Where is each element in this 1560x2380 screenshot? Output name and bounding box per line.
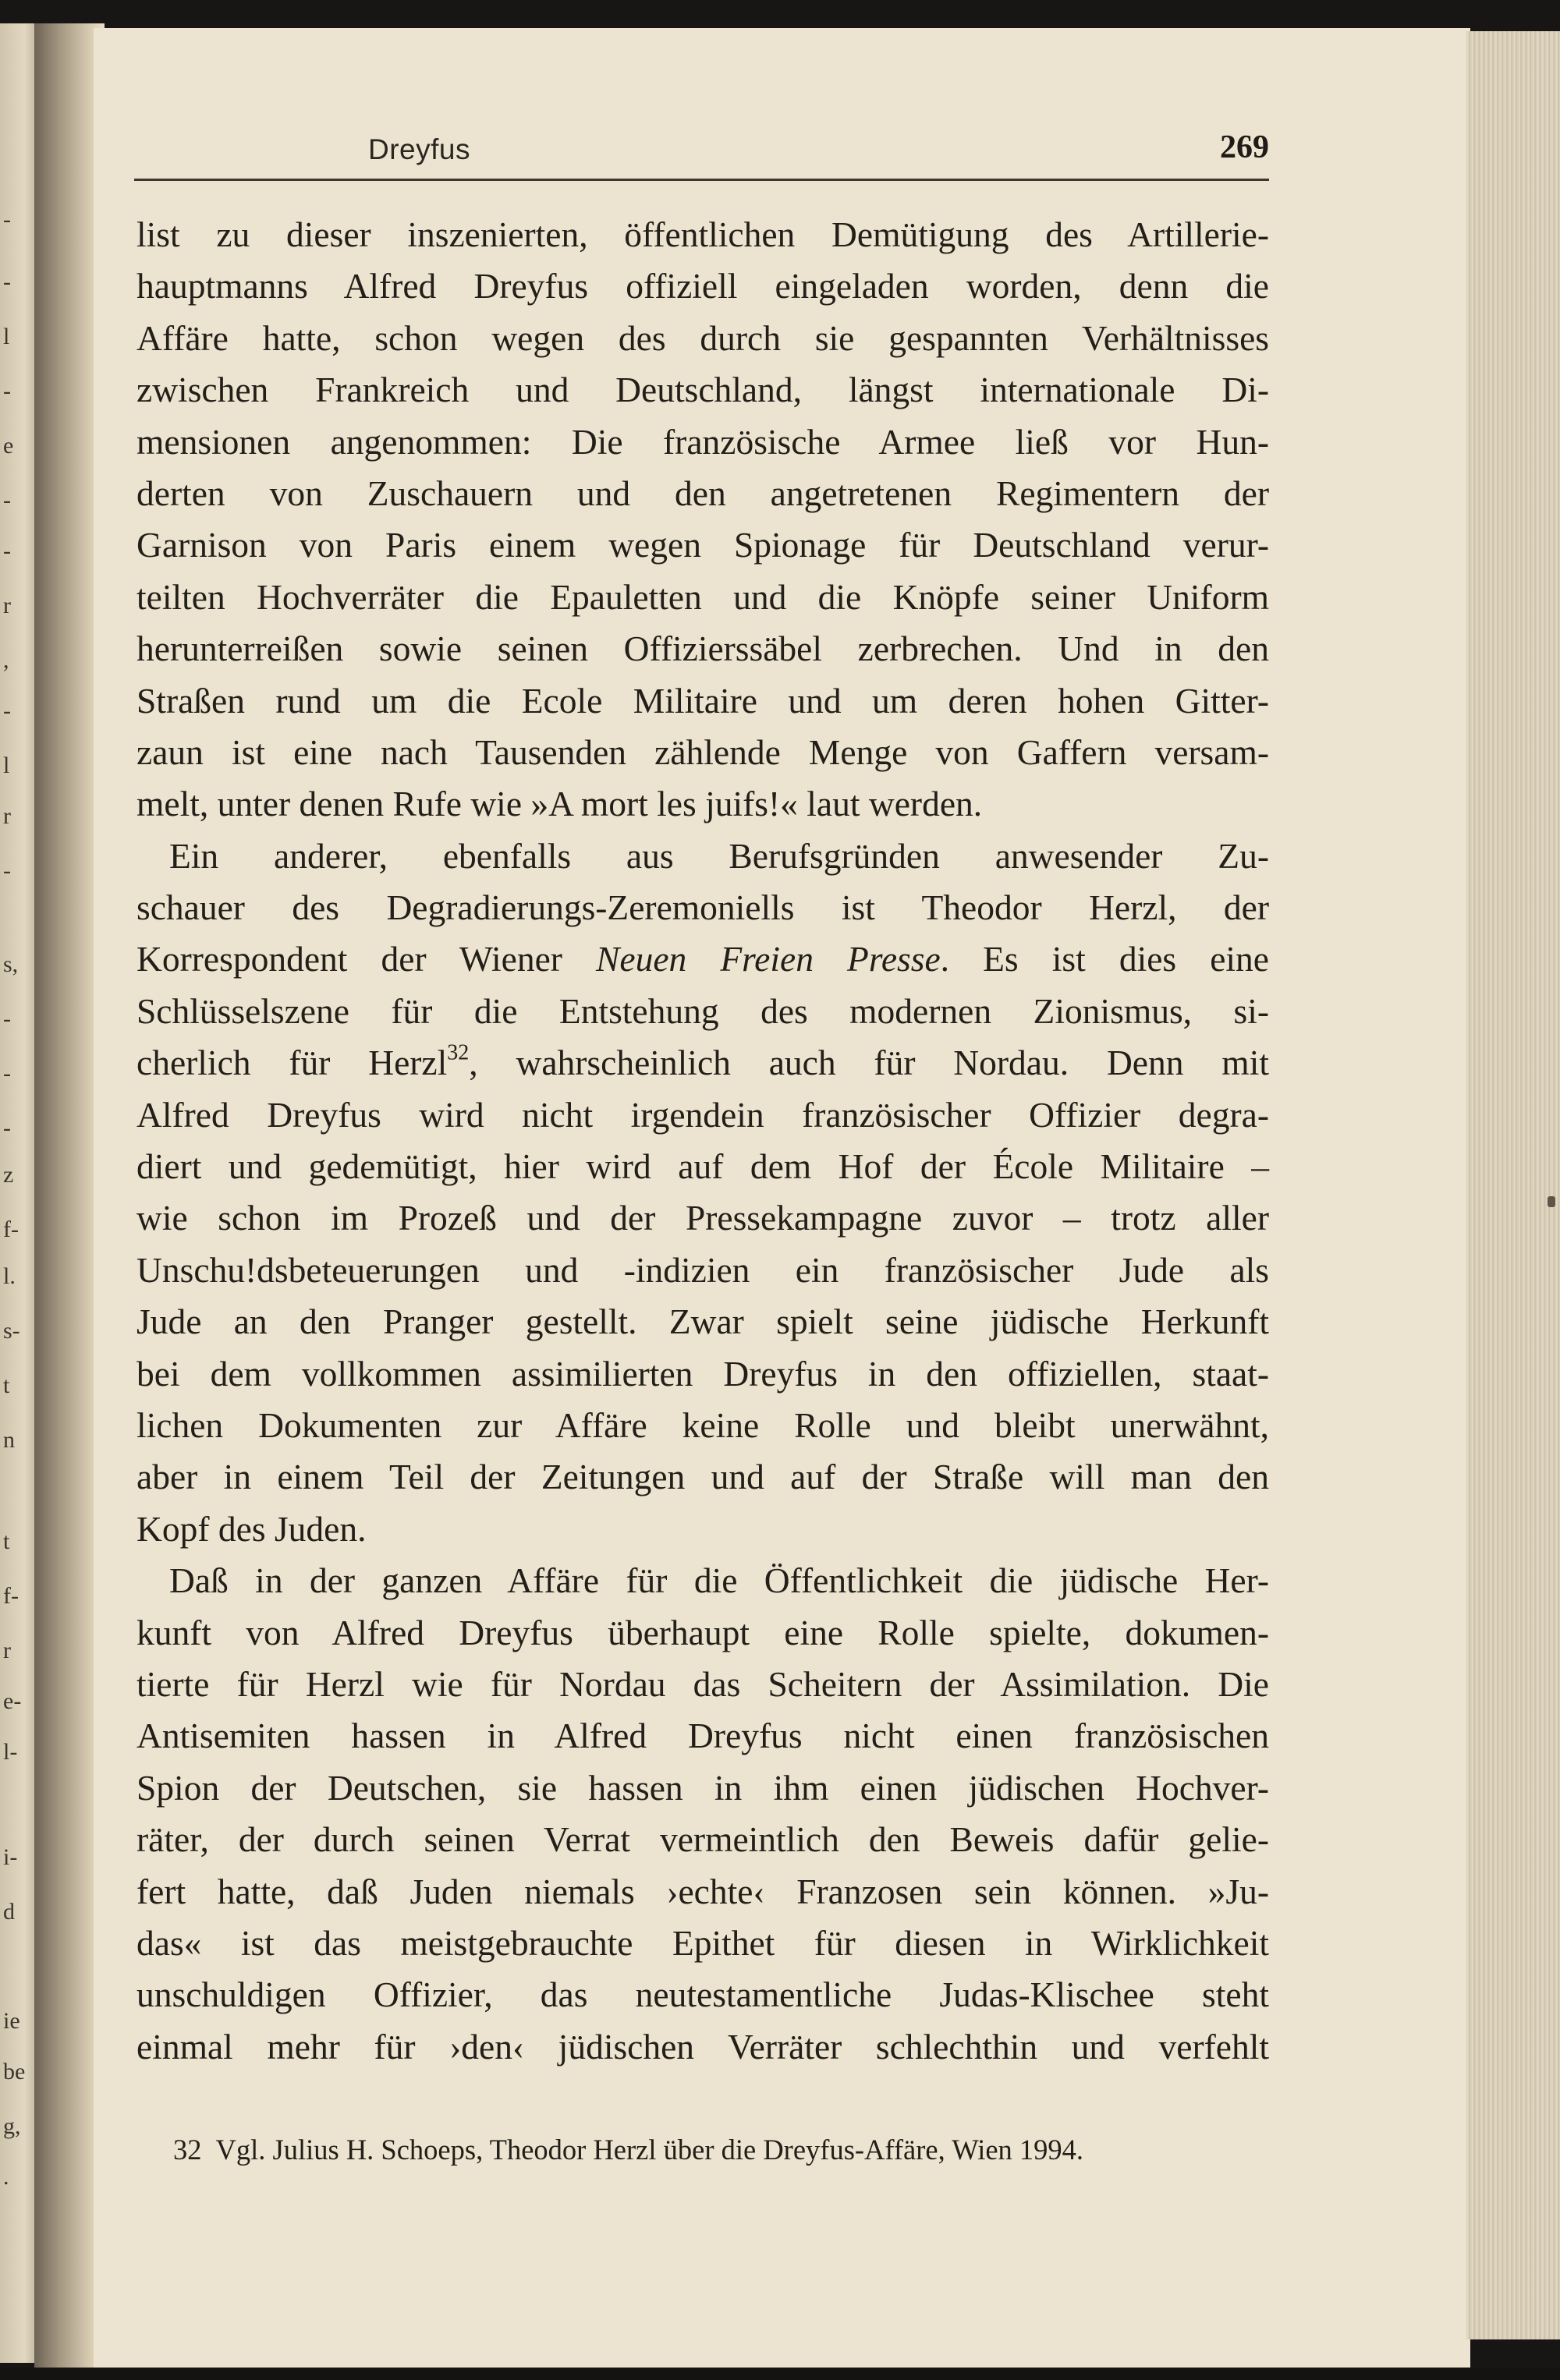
text-line: räter, der durch seinen Verrat vermeintlich den Beweis dafür gelie- <box>136 1819 1269 1860</box>
margin-fragment: - <box>3 269 11 295</box>
margin-fragment: r <box>3 1638 11 1663</box>
margin-fragment: be <box>3 2059 26 2084</box>
margin-fragment: n <box>3 1427 15 1453</box>
margin-fragment: t <box>3 1528 10 1554</box>
text-line: bei dem vollkommen assimilierten Dreyfus in den offiziellen, staat- <box>136 1353 1269 1394</box>
scan-bottom-edge <box>0 2368 1560 2380</box>
margin-fragment: , <box>3 647 9 673</box>
margin-fragment: t <box>3 1372 10 1398</box>
newspaper-title: Neuen Freien Presse <box>596 939 941 979</box>
text-line: das« ist das meistgebrauchte Epithet für diesen in Wirklichkeit <box>136 1922 1269 1963</box>
margin-fragment: f- <box>3 1583 19 1609</box>
text-line: schauer des Degradierungs-Zeremoniells ist Theodor Herzl, der <box>136 887 1269 928</box>
text-segment: , wahrscheinlich auch für Nordau. Denn mit <box>469 1043 1269 1083</box>
margin-fragment: s, <box>3 951 19 977</box>
margin-fragment: l <box>3 324 10 349</box>
running-header <box>134 129 1269 175</box>
margin-fragment: - <box>3 698 11 724</box>
margin-fragment: f- <box>3 1217 19 1242</box>
margin-fragment: - <box>3 1115 11 1141</box>
text-line: Antisemiten hassen in Alfred Dreyfus nicht einen französischen <box>136 1716 1269 1756</box>
margin-fragment: . <box>3 2164 9 2190</box>
margin-fragment: d <box>3 1899 15 1925</box>
margin-fragment: r <box>3 593 11 618</box>
margin-fragment: l. <box>3 1263 16 1289</box>
margin-fragment: - <box>3 1006 11 1032</box>
margin-fragment: - <box>3 378 11 404</box>
text-line: lichen Dokumenten zur Affäre keine Rolle und bleibt unerwähnt, <box>136 1404 1269 1445</box>
text-line: Kopf des Juden. <box>136 1508 367 1549</box>
footnote-text: Vgl. Julius H. Schoeps, Theodor Herzl über die Dreyfus-Affäre, Wien 1994. <box>215 2134 1084 2166</box>
page-stack-edges <box>1466 31 1560 2339</box>
text-line-with-italic <box>136 933 1269 985</box>
text-line: wie schon im Prozeß und der Pressekampagne zuvor – trotz aller <box>136 1198 1269 1238</box>
paragraph-start-line: Ein anderer, ebenfalls aus Berufsgründen anwesender Zu- <box>169 835 1269 876</box>
text-line: unschuldigen Offizier, das neutestamentliche Judas-Klischee steht <box>136 1974 1269 2015</box>
text-line: Garnison von Paris einem wegen Spionage für Deutschland verur- <box>136 525 1269 565</box>
text-segment: Korrespondent der Wiener <box>136 939 597 979</box>
margin-fragment: - <box>3 858 11 884</box>
text-line: Unschu!dsbeteuerungen und -indizien ein französischer Jude als <box>136 1249 1269 1290</box>
footnote-reference[interactable]: 32 <box>447 1040 470 1065</box>
text-line: einmal mehr für ›den‹ jüdischen Verräter schlechthin und verfehlt <box>136 2026 1269 2067</box>
text-line: list zu dieser inszenierten, öffentlichen Demütigung des Artillerie- <box>136 214 1269 254</box>
text-line: kunft von Alfred Dreyfus überhaupt eine Rolle spielte, dokumen- <box>136 1612 1269 1652</box>
text-segment: cherlich für Herzl <box>136 1043 448 1083</box>
paragraph-start-line: Daß in der ganzen Affäre für die Öffentlichkeit die jüdische Her- <box>169 1560 1269 1601</box>
text-line-with-footnote-ref <box>136 1037 1269 1089</box>
left-page-margin-fragments <box>0 23 31 2363</box>
text-line: Jude an den Pranger gestellt. Zwar spielt seine jüdische Herkunft <box>136 1302 1269 1342</box>
footnote <box>173 2133 1273 2166</box>
margin-fragment: - <box>3 538 11 564</box>
text-line: fert hatte, daß Juden niemals ›echte‹ Franzosen sein können. »Ju- <box>136 1871 1269 1911</box>
edge-mark <box>1548 1196 1555 1207</box>
footnote-number: 32 <box>173 2134 202 2166</box>
header-rule <box>134 179 1269 181</box>
margin-fragment: z <box>3 1162 14 1188</box>
margin-fragment: e <box>3 433 14 459</box>
text-line: hauptmanns Alfred Dreyfus offiziell eingeladen worden, denn die <box>136 266 1269 306</box>
text-line: Alfred Dreyfus wird nicht irgendein französischer Offizier degra- <box>136 1094 1269 1135</box>
margin-fragment: g, <box>3 2113 21 2139</box>
margin-fragment: r <box>3 803 11 829</box>
page-number: 269 <box>1220 129 1269 165</box>
text-line: teilten Hochverräter die Epauletten und die Knöpfe seiner Uniform <box>136 576 1269 617</box>
text-line: mensionen angenommen: Die französische Armee ließ vor Hun- <box>136 421 1269 462</box>
margin-fragment: - <box>3 207 11 232</box>
text-line: Spion der Deutschen, sie hassen in ihm einen jüdischen Hochver- <box>136 1767 1269 1808</box>
text-line: melt, unter denen Rufe wie »A mort les juifs!« laut werden. <box>136 784 983 824</box>
text-line: tierte für Herzl wie für Nordau das Scheitern der Assimilation. Die <box>136 1663 1269 1704</box>
text-line: herunterreißen sowie seinen Offizierssäbel zerbrechen. Und in den <box>136 629 1269 669</box>
text-segment: . Es ist dies eine <box>940 939 1269 979</box>
text-line: zaun ist eine nach Tausenden zählende Menge von Gaffern versam- <box>136 731 1269 772</box>
margin-fragment: i- <box>3 1844 18 1870</box>
text-line: zwischen Frankreich und Deutschland, längst internationale Di- <box>136 370 1269 410</box>
margin-fragment: e- <box>3 1688 22 1714</box>
text-line: Straßen rund um die Ecole Militaire und um deren hohen Gitter- <box>136 680 1269 721</box>
margin-fragment: l- <box>3 1739 18 1765</box>
margin-fragment: l <box>3 753 10 778</box>
running-title: Dreyfus <box>368 133 470 165</box>
margin-fragment: - <box>3 487 11 513</box>
margin-fragment: ie <box>3 2008 20 2034</box>
text-line: Affäre hatte, schon wegen des durch sie gespannten Verhältnisses <box>136 317 1269 358</box>
text-line: diert und gedemütigt, hier wird auf dem Hof der École Militaire – <box>136 1146 1269 1187</box>
text-line: derten von Zuschauern und den angetretenen Regimentern der <box>136 473 1269 513</box>
margin-fragment: - <box>3 1061 11 1086</box>
body-text <box>136 209 1269 2073</box>
text-line: aber in einem Teil der Zeitungen und auf der Straße will man den <box>136 1457 1269 1497</box>
text-line: Schlüsselszene für die Entstehung des modernen Zionismus, si- <box>136 990 1269 1031</box>
margin-fragment: s- <box>3 1318 20 1344</box>
